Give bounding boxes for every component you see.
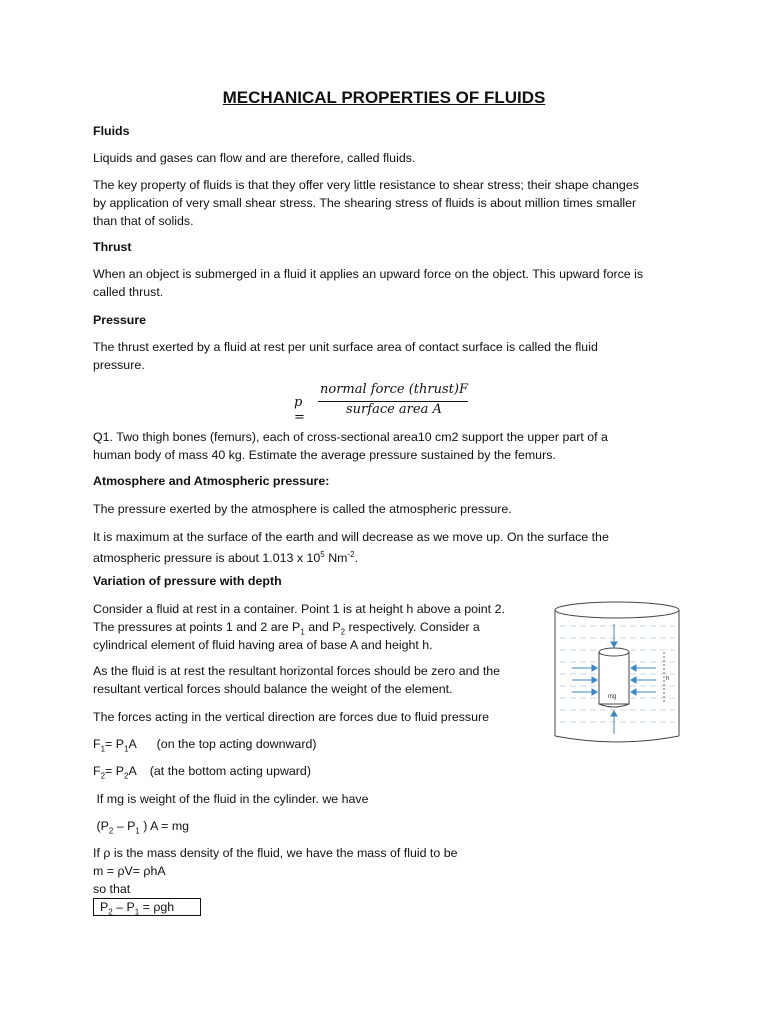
formula-lhs: p = bbox=[294, 395, 305, 425]
formula-denominator: surface area A bbox=[346, 402, 442, 417]
depth-line-3: cylindrical element of fluid having area of base A and height h. bbox=[93, 638, 433, 652]
pressure-heading: Pressure bbox=[93, 313, 147, 327]
depth-line-5: resultant vertical forces should balance the weight of the element. bbox=[93, 682, 453, 696]
fluids-paragraph-2-line-2: by application of very small shear stress. The shearing stress of fluids is about million times smaller bbox=[93, 196, 637, 210]
atmosphere-paragraph-1: The pressure exerted by the atmosphere is called the atmospheric pressure. bbox=[93, 502, 512, 516]
force-f1-equation: $F_1= P_1A$ (on the top acting downward) bbox=[93, 737, 317, 754]
fluids-paragraph-2-line-1: The key property of fluids is that they offer very little resistance to shear stress; their shape changes bbox=[93, 178, 639, 192]
weight-label: mg bbox=[608, 694, 617, 700]
container-bottom bbox=[555, 736, 679, 742]
pressure-line-1: The thrust exerted by a fluid at rest per unit surface area of contact surface is called the fluid bbox=[93, 340, 598, 354]
container-diagram bbox=[552, 600, 682, 746]
thrust-line-1: When an object is submerged in a fluid it applies an upward force on the object. This upward force is bbox=[93, 267, 644, 281]
depth-line-1: Consider a fluid at rest in a container. Point 1 is at height h above a point 2. bbox=[93, 602, 505, 616]
thrust-line-2: called thrust. bbox=[93, 285, 164, 299]
fluids-paragraph-2-line-3: than that of solids. bbox=[93, 214, 194, 228]
depth-heading: Variation of pressure with depth bbox=[93, 574, 282, 588]
density-line-2: m = ρV= ρhA bbox=[93, 864, 166, 878]
pressure-line-2: pressure. bbox=[93, 358, 145, 372]
question-1-line-2: human body of mass 40 kg. Estimate the average pressure sustained by the femurs. bbox=[93, 448, 556, 462]
formula-numerator: normal force (thrust)F bbox=[320, 382, 468, 397]
result-equation-box: $P_2 - P_1 = \rho gh$ bbox=[93, 898, 201, 916]
density-line-3: so that bbox=[93, 882, 131, 896]
fluids-heading: Fluids bbox=[93, 124, 130, 138]
weight-statement: If mg is weight of the fluid in the cylinder. we have bbox=[93, 792, 369, 806]
question-1-line-1: Q1. Two thigh bones (femurs), each of cross-sectional area10 cm2 support the upper part of a bbox=[93, 430, 608, 444]
force-balance-equation: ($P_2 - P_1$ ) A = mg bbox=[93, 819, 190, 836]
atmosphere-heading: Atmosphere and Atmospheric pressure: bbox=[93, 474, 330, 488]
container-top-rim bbox=[555, 602, 679, 618]
thrust-heading: Thrust bbox=[93, 240, 132, 254]
force-f2-equation: $F_2= P_2A$ (at the bottom acting upward) bbox=[93, 764, 311, 781]
atmosphere-paragraph-2-line-1: It is maximum at the surface of the earth and will decrease as we move up. On the surface the bbox=[93, 530, 609, 544]
fluids-paragraph-1: Liquids and gases can flow and are therefore, called fluids. bbox=[93, 151, 416, 165]
depth-line-6: The forces acting in the vertical direction are forces due to fluid pressure bbox=[93, 710, 490, 724]
page-title: MECHANICAL PROPERTIES OF FLUIDS bbox=[222, 88, 546, 107]
density-line-1: If ρ is the mass density of the fluid, we have the mass of fluid to be bbox=[93, 846, 458, 860]
atmosphere-paragraph-2-line-2: atmospheric pressure is about 1.013 x $10^5$ $Nm^{-2}$. bbox=[93, 550, 359, 566]
height-label: h bbox=[666, 676, 670, 682]
depth-line-2: The pressures at points 1 and 2 are $P_1$ and $P_2$ respectively. Consider a bbox=[93, 620, 480, 637]
fluid-container-figure bbox=[552, 600, 682, 746]
depth-line-4: As the fluid is at rest the resultant horizontal forces should be zero and the bbox=[93, 664, 501, 678]
